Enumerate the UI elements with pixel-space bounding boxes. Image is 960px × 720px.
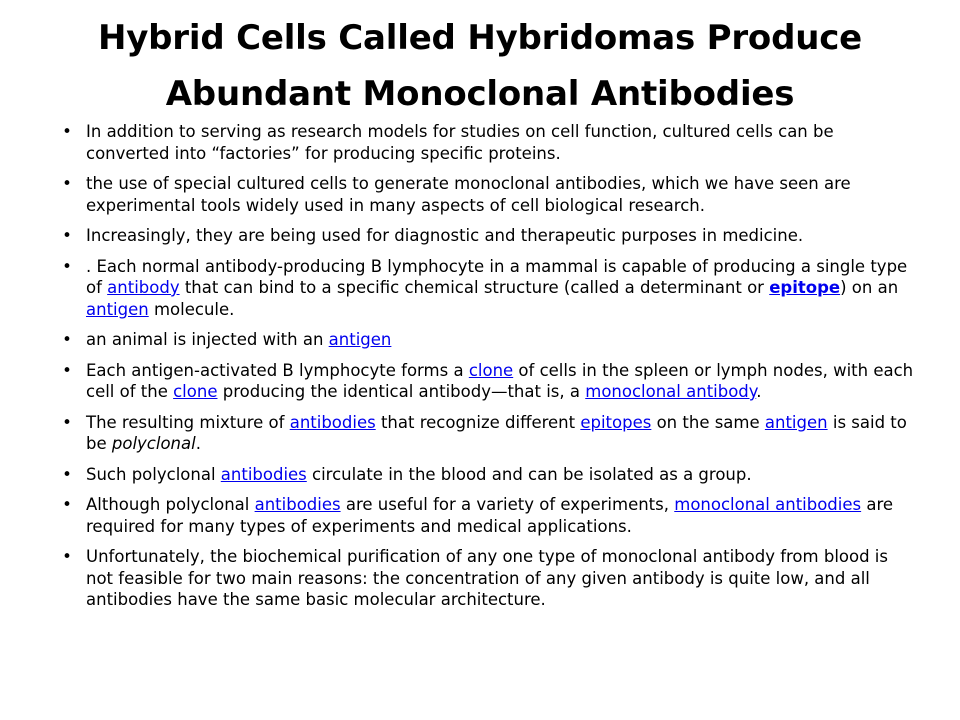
link-epitope[interactable]: epitope bbox=[769, 278, 841, 297]
bullet-list bbox=[60, 121, 920, 620]
bullet-item-3 bbox=[60, 225, 920, 247]
bullet-item-8 bbox=[60, 464, 920, 486]
bullet-item-6 bbox=[60, 360, 920, 403]
bullet-text-italic: polyclonal bbox=[111, 434, 196, 453]
bullet-text: . bbox=[756, 382, 762, 401]
slide-title-line-2: Abundant Monoclonal Antibodies bbox=[165, 74, 795, 114]
bullet-dot-icon: • bbox=[62, 122, 72, 141]
bullet-text: is said to be bbox=[86, 412, 907, 453]
slide-title bbox=[40, 10, 920, 122]
bullet-dot-icon: • bbox=[62, 174, 72, 193]
link-antigen[interactable]: antigen bbox=[328, 330, 392, 349]
bullet-dot-icon: • bbox=[62, 412, 72, 432]
link-antibodies[interactable]: antibodies bbox=[289, 412, 376, 432]
bullet-text: Such polyclonal bbox=[86, 464, 221, 484]
link-antigen[interactable]: antigen bbox=[86, 299, 149, 319]
bullet-text: molecule. bbox=[148, 299, 235, 319]
bullet-text: circulate in the blood and can be isolated as a group. bbox=[306, 464, 752, 484]
bullet-text: producing the identical antibody—that is, a bbox=[217, 382, 586, 401]
bullet-text: the use of special cultured cells to generate monoclonal antibodies, which we have seen are experimental tools widely used in many aspects of cell biological research. bbox=[86, 174, 851, 215]
bullet-text: that recognize different bbox=[375, 412, 581, 432]
slide-title-line-1: Hybrid Cells Called Hybridomas Produce bbox=[97, 18, 863, 58]
link-antibody[interactable]: antibody bbox=[107, 278, 180, 297]
bullet-item-10 bbox=[60, 546, 920, 611]
bullet-text: . Each normal antibody-producing B lymphocyte in a mammal is capable of producing a single type of bbox=[86, 256, 908, 297]
bullet-dot-icon: • bbox=[62, 360, 72, 380]
bullet-text: are required for many types of experiments and medical applications. bbox=[86, 495, 894, 536]
bullet-text: In addition to serving as research models for studies on cell function, cultured cells can be converted into “factories” for producing specific proteins. bbox=[86, 122, 834, 163]
bullet-dot-icon: • bbox=[62, 547, 72, 566]
bullet-dot-icon: • bbox=[62, 256, 72, 276]
bullet-text: are useful for a variety of experiments, bbox=[340, 495, 675, 514]
bullet-item-2 bbox=[60, 173, 920, 216]
bullet-text: The resulting mixture of bbox=[86, 412, 290, 432]
bullet-dot-icon: • bbox=[62, 226, 72, 245]
bullet-item-1 bbox=[60, 121, 920, 164]
bullet-dot-icon: • bbox=[62, 464, 72, 484]
link-clone[interactable]: clone bbox=[468, 360, 514, 380]
bullet-text: on the same bbox=[651, 412, 765, 432]
bullet-text: . bbox=[195, 434, 201, 453]
bullet-text: Each antigen-activated B lymphocyte forms a bbox=[86, 360, 469, 380]
link-epitopes[interactable]: epitopes bbox=[580, 412, 652, 432]
bullet-text: ) on an bbox=[840, 278, 899, 297]
bullet-text: of cells in the spleen or lymph nodes, with each cell of the bbox=[86, 360, 914, 401]
bullet-text: that can bind to a specific chemical structure (called a determinant or bbox=[179, 278, 770, 297]
bullet-dot-icon: • bbox=[62, 330, 72, 349]
bullet-text: Although polyclonal bbox=[86, 495, 255, 514]
bullet-text: Unfortunately, the biochemical purification of any one type of monoclonal antibody from blood is not feasible for two main reasons: the concentration of any given antibody is quite low, and all antibodies have the same basic molecular architecture. bbox=[86, 547, 888, 609]
link-clone[interactable]: clone bbox=[173, 382, 218, 401]
bullet-item-7 bbox=[60, 412, 920, 455]
bullet-dot-icon: • bbox=[62, 495, 72, 514]
link-antigen[interactable]: antigen bbox=[764, 412, 828, 432]
bullet-text: an animal is injected with an bbox=[86, 330, 329, 349]
bullet-item-5 bbox=[60, 329, 920, 351]
bullet-text: Increasingly, they are being used for diagnostic and therapeutic purposes in medicine. bbox=[86, 226, 804, 245]
link-antibodies[interactable]: antibodies bbox=[220, 464, 307, 484]
link-monoclonal-antibodies[interactable]: monoclonal antibodies bbox=[674, 495, 862, 514]
link-monoclonal-antibody[interactable]: monoclonal antibody bbox=[585, 382, 757, 401]
bullet-item-4 bbox=[60, 256, 920, 321]
bullet-item-9 bbox=[60, 494, 920, 537]
link-antibodies[interactable]: antibodies bbox=[254, 495, 341, 514]
